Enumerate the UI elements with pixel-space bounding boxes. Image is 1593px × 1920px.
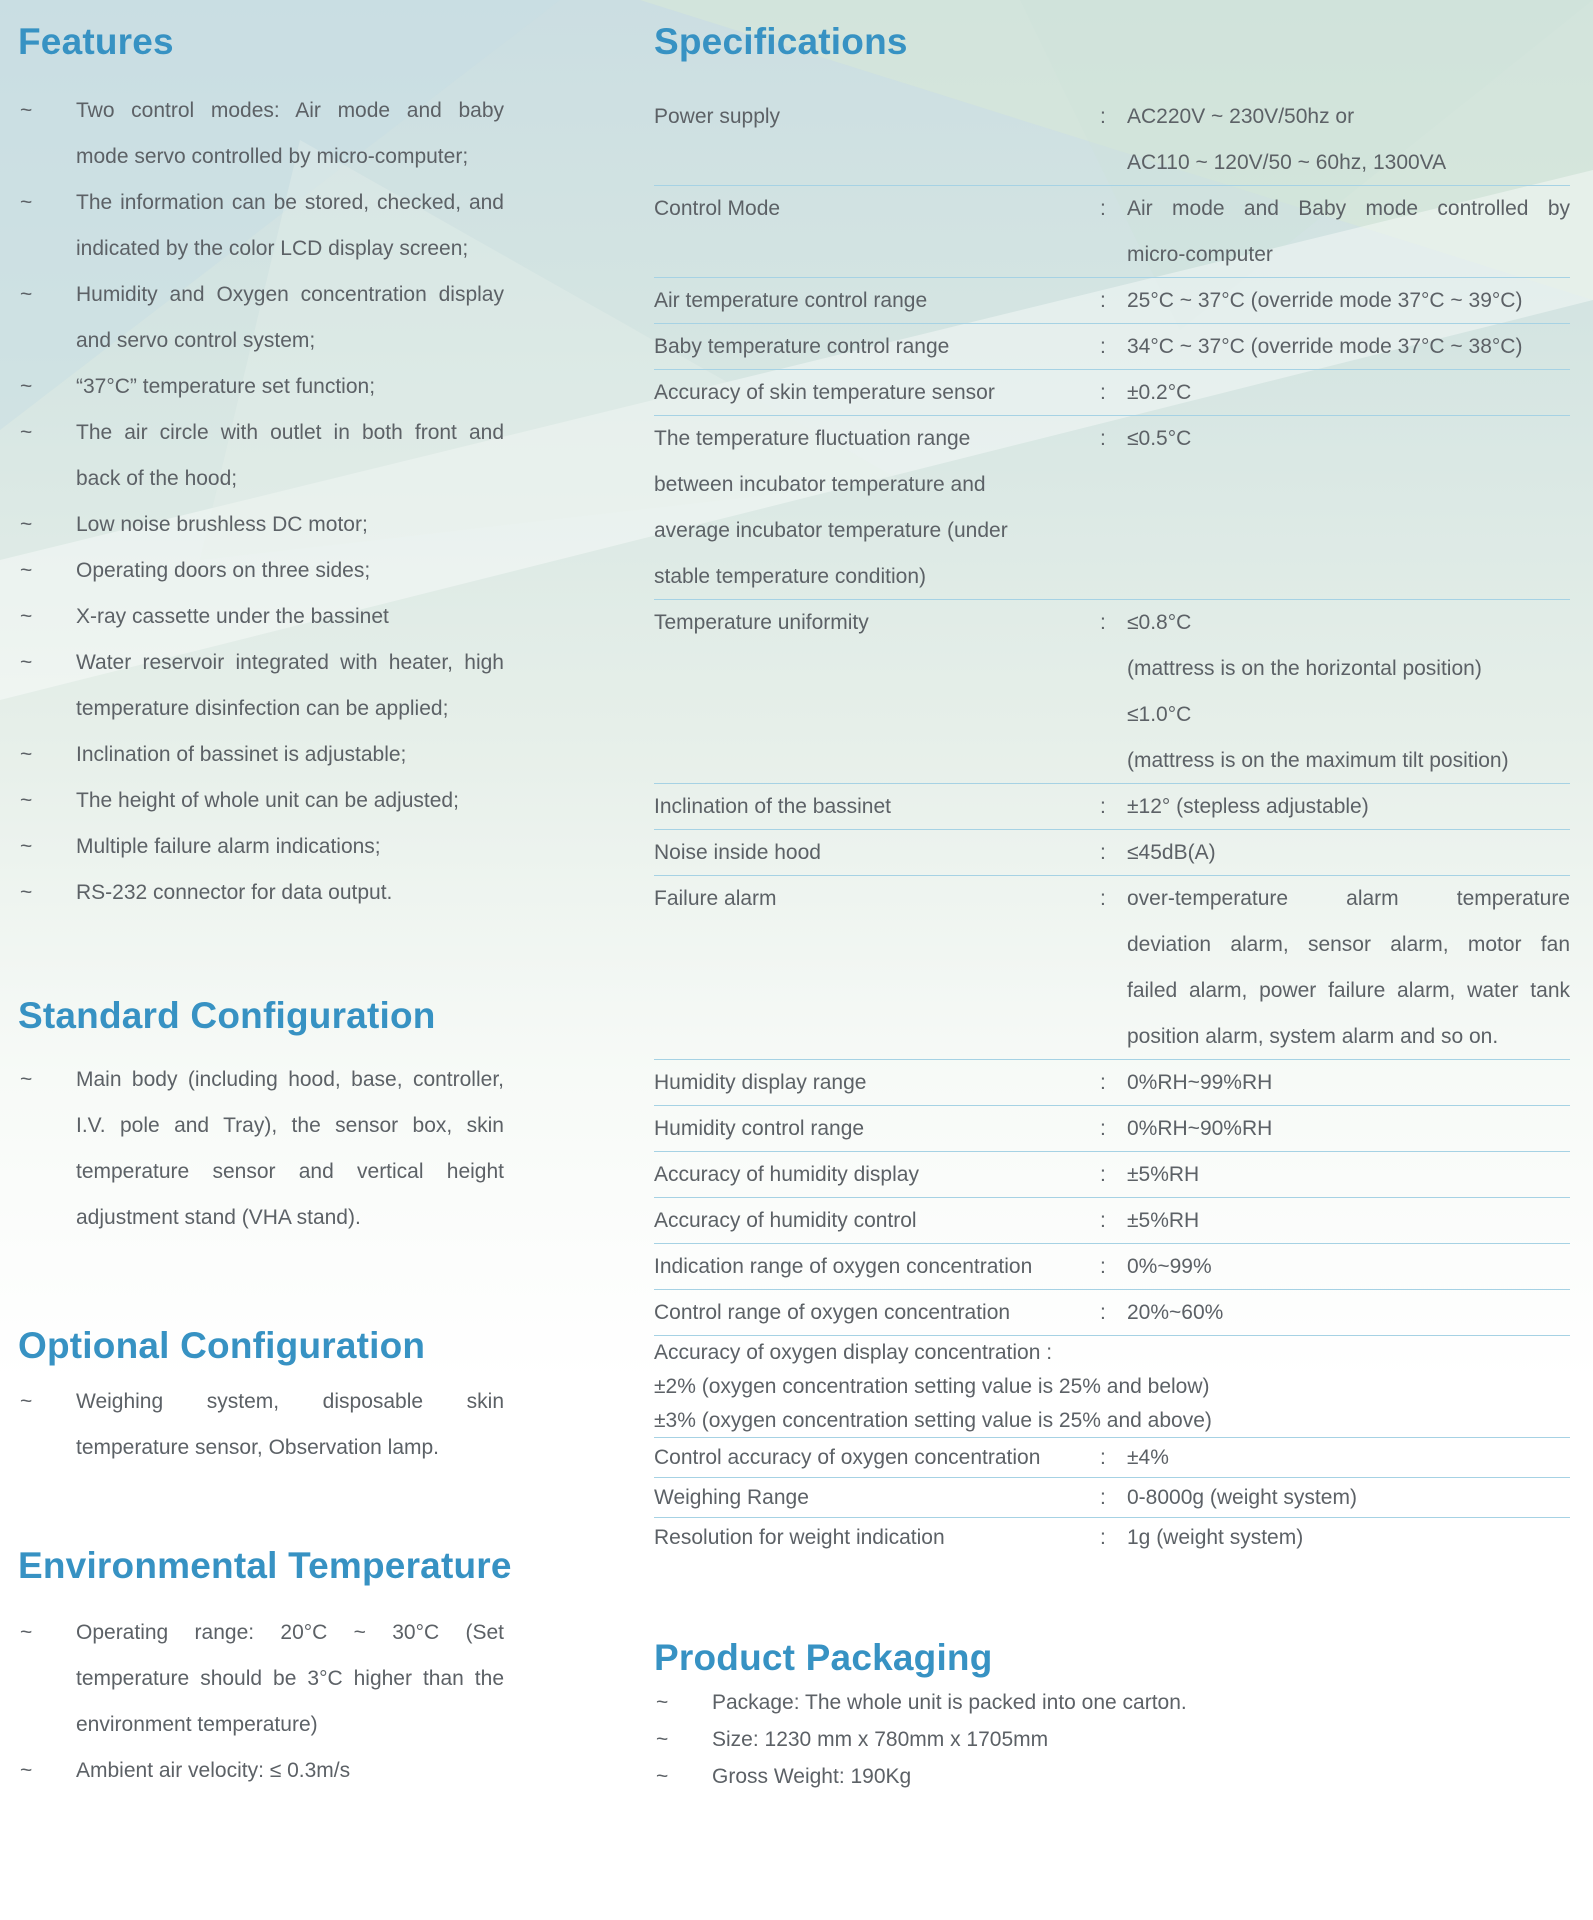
tilde-bullet: ~	[20, 191, 33, 214]
list-item	[18, 364, 504, 410]
spec-colon: :	[1100, 795, 1106, 818]
spec-colon: :	[1100, 1486, 1106, 1509]
spec-colon: :	[1100, 1117, 1106, 1140]
spec-value	[1127, 600, 1570, 784]
spec-row	[654, 370, 1570, 416]
product-packaging-title: Product Packaging	[654, 1637, 993, 1678]
spec-colon: :	[1100, 381, 1106, 404]
spec-row	[654, 1198, 1570, 1244]
spec-wide-line: ±2% (oxygen concentration setting value is 25% and below)	[654, 1375, 1210, 1398]
spec-colon: :	[1100, 841, 1106, 864]
list-item	[18, 1610, 504, 1748]
spec-colon: :	[1100, 887, 1106, 910]
spec-row	[654, 1518, 1570, 1558]
spec-value	[1127, 1290, 1570, 1336]
list-item-line: temperature sensor and vertical height	[76, 1160, 504, 1183]
list-item-line: Humidity and Oxygen concentration display	[76, 283, 504, 306]
spec-colon: :	[1100, 1255, 1106, 1278]
features-list	[18, 88, 504, 916]
spec-row	[654, 1152, 1570, 1198]
tilde-bullet: ~	[20, 881, 33, 904]
list-item	[18, 824, 504, 870]
spec-value-line: 0-8000g (weight system)	[1127, 1486, 1357, 1509]
list-item-line: Ambient air velocity: ≤ 0.3m/s	[76, 1759, 351, 1782]
tilde-bullet: ~	[20, 1759, 33, 1782]
spec-row	[654, 1106, 1570, 1152]
spec-label	[654, 1244, 1100, 1290]
optional-configuration-title: Optional Configuration	[18, 1325, 426, 1366]
spec-row	[654, 186, 1570, 278]
spec-row	[654, 876, 1570, 1060]
list-item	[18, 732, 504, 778]
spec-row	[654, 1438, 1570, 1478]
spec-value-line: ≤0.8°C	[1127, 611, 1192, 634]
spec-label	[654, 370, 1100, 416]
spec-value	[1127, 784, 1570, 830]
list-item	[18, 870, 504, 916]
spec-colon: :	[1100, 1446, 1106, 1469]
standard-configuration-list	[18, 1057, 504, 1241]
list-item-line: The information can be stored, checked, and	[76, 191, 504, 214]
spec-value-line: 25°C ~ 37°C (override mode 37°C ~ 39°C)	[1127, 289, 1523, 312]
spec-colon: :	[1100, 1163, 1106, 1186]
spec-row	[654, 830, 1570, 876]
spec-label-line: Baby temperature control range	[654, 335, 950, 358]
tilde-bullet: ~	[20, 789, 33, 812]
spec-value-line: 34°C ~ 37°C (override mode 37°C ~ 38°C)	[1127, 335, 1523, 358]
list-item-line: mode servo controlled by micro-computer;	[76, 145, 469, 168]
spec-label-line: Control Mode	[654, 197, 781, 220]
spec-label-line: Power supply	[654, 105, 781, 128]
specifications-title: Specifications	[654, 21, 908, 62]
spec-label	[654, 1198, 1100, 1244]
tilde-bullet: ~	[656, 1728, 669, 1751]
spec-wide-line: Accuracy of oxygen display concentration :	[654, 1341, 1053, 1364]
optional-configuration-list	[18, 1379, 504, 1471]
spec-label-line: Accuracy of skin temperature sensor	[654, 381, 995, 404]
specifications-table	[654, 94, 1570, 1558]
list-item-line: The height of whole unit can be adjusted;	[76, 789, 459, 812]
list-item-line: “37°C” temperature set function;	[76, 375, 376, 398]
list-item-line: X-ray cassette under the bassinet	[76, 605, 389, 628]
list-item	[18, 88, 504, 180]
spec-label	[654, 94, 1100, 140]
spec-label	[654, 1106, 1100, 1152]
spec-row	[654, 416, 1570, 600]
spec-value-line: ±5%RH	[1127, 1209, 1200, 1232]
spec-label-line: The temperature fluctuation range	[654, 427, 971, 450]
spec-value	[1127, 1060, 1570, 1106]
features-title: Features	[18, 21, 174, 62]
list-item-line: and servo control system;	[76, 329, 316, 352]
spec-value	[1127, 324, 1570, 370]
spec-label-line: Accuracy of humidity control	[654, 1209, 917, 1232]
spec-value	[1127, 1518, 1570, 1558]
spec-label	[654, 416, 1100, 600]
spec-value-line: AC110 ~ 120V/50 ~ 60hz, 1300VA	[1127, 151, 1447, 174]
spec-value	[1127, 416, 1570, 462]
spec-value-line: Air mode and Baby mode controlled by	[1127, 197, 1570, 220]
spec-value	[1127, 876, 1570, 1060]
list-item-line: RS-232 connector for data output.	[76, 881, 393, 904]
spec-value	[1127, 370, 1570, 416]
standard-configuration-title: Standard Configuration	[18, 995, 436, 1036]
spec-colon: :	[1100, 1301, 1106, 1324]
list-item-line: Multiple failure alarm indications;	[76, 835, 381, 858]
spec-row	[654, 1290, 1570, 1336]
spec-value	[1127, 1198, 1570, 1244]
spec-value	[1127, 278, 1570, 324]
spec-label-line: between incubator temperature and	[654, 473, 986, 496]
spec-label-line: Humidity control range	[654, 1117, 865, 1140]
tilde-bullet: ~	[20, 375, 33, 398]
list-item-line: temperature sensor, Observation lamp.	[76, 1436, 440, 1459]
list-item	[654, 1758, 1570, 1795]
spec-label-line: Weighing Range	[654, 1486, 809, 1509]
spec-row	[654, 94, 1570, 186]
spec-value-line: 0%~99%	[1127, 1255, 1212, 1278]
spec-label	[654, 1518, 1100, 1558]
list-item	[18, 594, 504, 640]
spec-value-line: ≤0.5°C	[1127, 427, 1192, 450]
list-item-line: back of the hood;	[76, 467, 238, 490]
spec-label-line: Humidity display range	[654, 1071, 867, 1094]
list-item-line: I.V. pole and Tray), the sensor box, skin	[76, 1114, 504, 1137]
list-item	[18, 1379, 504, 1471]
list-item	[18, 778, 504, 824]
spec-value-line: ±5%RH	[1127, 1163, 1200, 1186]
spec-value-line: 1g (weight system)	[1127, 1526, 1304, 1549]
list-item	[18, 1748, 504, 1794]
tilde-bullet: ~	[20, 1068, 33, 1091]
list-item-line: The air circle with outlet in both front and	[76, 421, 504, 444]
list-item-line: Inclination of bassinet is adjustable;	[76, 743, 407, 766]
spec-value-line: ±12° (stepless adjustable)	[1127, 795, 1369, 818]
list-item-line: adjustment stand (VHA stand).	[76, 1206, 361, 1229]
spec-value	[1127, 1478, 1570, 1518]
spec-label	[654, 186, 1100, 232]
list-item-line: temperature disinfection can be applied;	[76, 697, 449, 720]
spec-value-line: failed alarm, power failure alarm, water tank	[1127, 979, 1570, 1002]
list-item	[18, 410, 504, 502]
spec-value-line: ≤45dB(A)	[1127, 841, 1216, 864]
spec-colon: :	[1100, 197, 1106, 220]
tilde-bullet: ~	[20, 1621, 33, 1644]
spec-row	[654, 784, 1570, 830]
spec-label	[654, 876, 1100, 922]
list-item-line: Water reservoir integrated with heater, high	[76, 651, 504, 674]
spec-colon: :	[1100, 1209, 1106, 1232]
tilde-bullet: ~	[20, 559, 33, 582]
spec-label-line: Accuracy of humidity display	[654, 1163, 919, 1186]
spec-label-line: Indication range of oxygen concentration	[654, 1255, 1033, 1278]
list-item-line: environment temperature)	[76, 1713, 318, 1736]
spec-value-line: 20%~60%	[1127, 1301, 1224, 1324]
spec-label	[654, 324, 1100, 370]
spec-label	[654, 1290, 1100, 1336]
spec-label	[654, 278, 1100, 324]
spec-label-line: Air temperature control range	[654, 289, 928, 312]
left-column	[18, 0, 512, 1920]
spec-value-line: deviation alarm, sensor alarm, motor fan	[1127, 933, 1570, 956]
spec-label-line: Resolution for weight indication	[654, 1526, 945, 1549]
spec-row	[654, 1244, 1570, 1290]
tilde-bullet: ~	[20, 605, 33, 628]
tilde-bullet: ~	[656, 1691, 669, 1714]
spec-row	[654, 1060, 1570, 1106]
spec-label	[654, 1060, 1100, 1106]
environmental-temperature-list	[18, 1610, 504, 1794]
list-item	[654, 1684, 1570, 1721]
spec-label	[654, 1152, 1100, 1198]
spec-label	[654, 1438, 1100, 1478]
list-item-line: Operating range: 20°C ~ 30°C (Set	[76, 1621, 504, 1644]
spec-label	[654, 784, 1100, 830]
tilde-bullet: ~	[20, 835, 33, 858]
list-item	[18, 272, 504, 364]
environmental-temperature-title: Environmental Temperature	[18, 1545, 512, 1586]
spec-value	[1127, 830, 1570, 876]
spec-wide-line: ±3% (oxygen concentration setting value is 25% and above)	[654, 1409, 1212, 1432]
spec-row	[654, 324, 1570, 370]
spec-colon: :	[1100, 611, 1106, 634]
tilde-bullet: ~	[20, 283, 33, 306]
list-item	[18, 180, 504, 272]
list-item	[18, 548, 504, 594]
spec-value-line: (mattress is on the horizontal position)	[1127, 657, 1482, 680]
spec-value	[1127, 94, 1570, 186]
spec-label-line: stable temperature condition)	[654, 565, 926, 588]
spec-value-line: ±4%	[1127, 1446, 1169, 1469]
spec-label-line: Control range of oxygen concentration	[654, 1301, 1011, 1324]
spec-value-line: ≤1.0°C	[1127, 703, 1192, 726]
list-item	[18, 502, 504, 548]
spec-value-line: position alarm, system alarm and so on.	[1127, 1025, 1499, 1048]
spec-colon: :	[1100, 427, 1106, 450]
tilde-bullet: ~	[20, 99, 33, 122]
spec-value-line: ±0.2°C	[1127, 381, 1192, 404]
spec-colon: :	[1100, 105, 1106, 128]
spec-colon: :	[1100, 289, 1106, 312]
spec-value-line: (mattress is on the maximum tilt position)	[1127, 749, 1509, 772]
list-item	[18, 1057, 504, 1241]
list-item	[654, 1721, 1570, 1758]
spec-row	[654, 1336, 1570, 1438]
spec-row	[654, 1478, 1570, 1518]
spec-value	[1127, 186, 1570, 278]
tilde-bullet: ~	[20, 421, 33, 444]
product-packaging-list	[654, 1684, 1570, 1795]
tilde-bullet: ~	[20, 1390, 33, 1413]
right-column	[654, 0, 1570, 1920]
tilde-bullet: ~	[20, 513, 33, 536]
spec-label	[654, 600, 1100, 646]
spec-value	[1127, 1152, 1570, 1198]
spec-label-line: average incubator temperature (under	[654, 519, 1008, 542]
spec-value-line: micro-computer	[1127, 243, 1273, 266]
spec-label-line: Noise inside hood	[654, 841, 821, 864]
list-item-line: Operating doors on three sides;	[76, 559, 371, 582]
spec-label	[654, 830, 1100, 876]
tilde-bullet: ~	[20, 651, 33, 674]
spec-label-line: Inclination of the bassinet	[654, 795, 891, 818]
spec-value-line: over-temperature alarm temperature	[1127, 887, 1570, 910]
spec-value	[1127, 1106, 1570, 1152]
list-item-line: temperature should be 3°C higher than the	[76, 1667, 504, 1690]
tilde-bullet: ~	[656, 1765, 669, 1788]
list-item-line: Package: The whole unit is packed into one carton.	[712, 1691, 1187, 1714]
spec-label-line: Temperature uniformity	[654, 611, 869, 634]
list-item-line: Low noise brushless DC motor;	[76, 513, 368, 536]
spec-value-line: 0%RH~99%RH	[1127, 1071, 1273, 1094]
spec-value	[1127, 1438, 1570, 1478]
spec-value	[1127, 1244, 1570, 1290]
list-item-line: Size: 1230 mm x 780mm x 1705mm	[712, 1728, 1049, 1751]
spec-colon: :	[1100, 335, 1106, 358]
list-item-line: Gross Weight: 190Kg	[712, 1765, 912, 1788]
spec-value-line: AC220V ~ 230V/50hz or	[1127, 105, 1355, 128]
spec-colon: :	[1100, 1526, 1106, 1549]
spec-value-line: 0%RH~90%RH	[1127, 1117, 1273, 1140]
spec-row	[654, 278, 1570, 324]
spec-label-line: Failure alarm	[654, 887, 777, 910]
list-item-line: Weighing system, disposable skin	[76, 1390, 504, 1413]
list-item-line: Main body (including hood, base, controller,	[76, 1068, 504, 1091]
list-item-line: Two control modes: Air mode and baby	[76, 99, 504, 122]
spec-label-line: Control accuracy of oxygen concentration	[654, 1446, 1041, 1469]
spec-row	[654, 600, 1570, 784]
tilde-bullet: ~	[20, 743, 33, 766]
list-item	[18, 640, 504, 732]
spec-colon: :	[1100, 1071, 1106, 1094]
spec-label	[654, 1478, 1100, 1518]
list-item-line: indicated by the color LCD display screen;	[76, 237, 469, 260]
